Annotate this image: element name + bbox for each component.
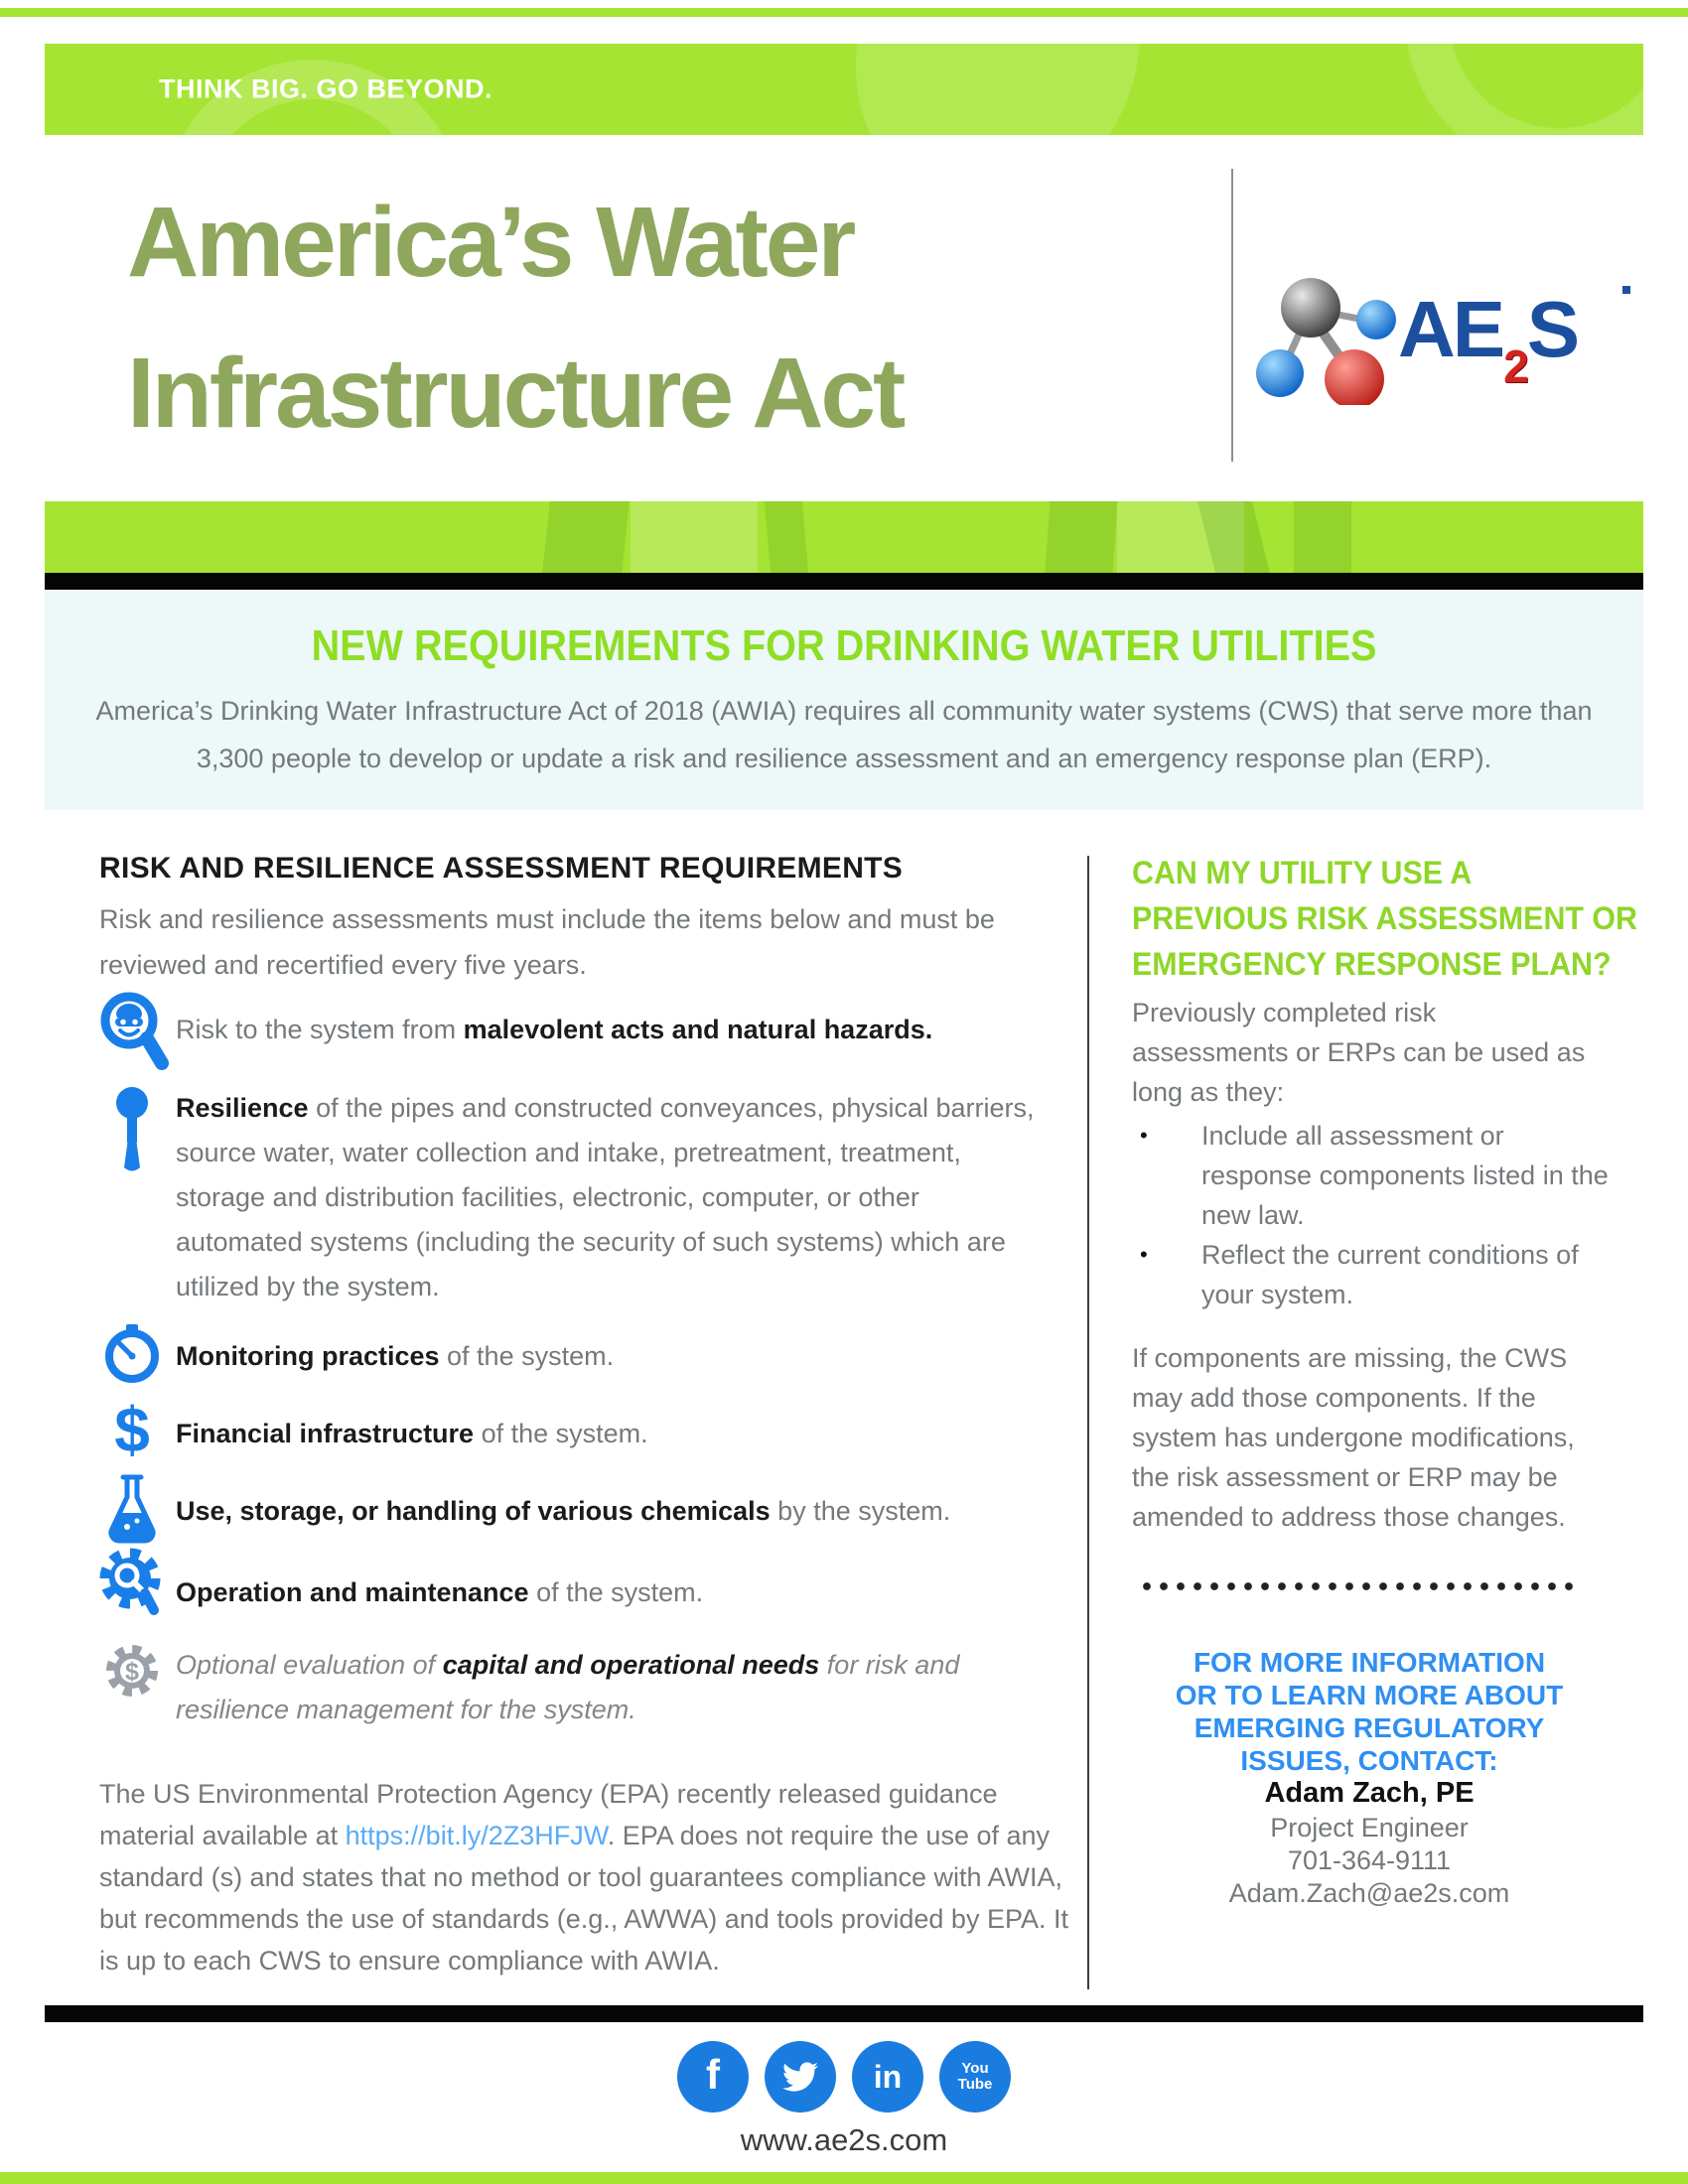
banner-decor-ring-right xyxy=(1405,44,1643,135)
spy-magnifier-icon xyxy=(96,988,172,1083)
bullet-optional-capital: $ Optional evaluation of capital and operational needs for risk and resilience management for the system. xyxy=(99,1633,1043,1732)
gear-magnifier-icon xyxy=(96,1545,172,1640)
section-intro: America’s Drinking Water Infrastructure Act of 2018 (AWIA) requires all community water systems (CWS) that serve more than 3,300 people to develop or update a risk and resilience assessment and an emergency response plan (ERP). xyxy=(95,696,1593,773)
twitter-icon[interactable] xyxy=(765,2041,836,2113)
contact-phone: 701-364-9111 xyxy=(1287,1845,1452,1875)
epa-paragraph: The US Environmental Protection Agency (EPA) recently released guidance material available at https://bit.ly/2Z3HFJW. EPA does not require the use of any standard (s) and states that no method or tool guarantees compliance with AWIA, but recommends the use of standards (e.g., AWWA) and tools provided by EPA. It is up to each CWS to ensure compliance with AWIA. xyxy=(99,1779,1068,1976)
youtube-icon[interactable]: You Tube xyxy=(939,2041,1011,2113)
right-bullet-list xyxy=(1132,1116,1609,1314)
dotted-separator xyxy=(1142,1580,1581,1592)
page-title-line1: America’s Water xyxy=(127,187,854,298)
logo-wordmark xyxy=(1398,284,1578,392)
section-heading: NEW REQUIREMENTS FOR DRINKING WATER UTILITIES xyxy=(311,621,1377,670)
column-divider xyxy=(1087,856,1089,1989)
contact-name: Adam Zach, PE xyxy=(1264,1777,1475,1809)
left-column-heading: RISK AND RESILIENCE ASSESSMENT REQUIREMENTS xyxy=(99,852,904,885)
header-banner xyxy=(45,44,1643,135)
logo-trademark-dot xyxy=(1622,286,1630,294)
right-paragraph: If components are missing, the CWS may add those components. If the system has undergone modifications, the risk assessment or ERP may be amended to address those changes. xyxy=(1132,1343,1575,1532)
linkedin-icon[interactable]: in xyxy=(852,2041,923,2113)
bullet-financial: $ Financial infrastructure of the system. xyxy=(99,1396,1043,1456)
contact-title: Project Engineer xyxy=(1270,1813,1469,1843)
banner-decor-blob xyxy=(811,44,1185,135)
logo-ae: AE xyxy=(1398,285,1503,373)
bullet-chemicals: Use, storage, or handling of various chemicals by the system. xyxy=(99,1469,1043,1534)
mid-green-band xyxy=(45,501,1643,573)
contact-heading: FOR MORE INFORMATION OR TO LEARN MORE ABOUT EMERGING REGULATORY ISSUES, CONTACT: xyxy=(1175,1647,1564,1776)
svg-text:$: $ xyxy=(125,1658,139,1686)
list-item: • Include all assessment or response components listed in the new law. xyxy=(1140,1121,1609,1230)
page-title-line2: Infrastructure Act xyxy=(127,338,904,449)
tagline: THINK BIG. GO BEYOND. xyxy=(159,73,493,104)
right-intro: Previously completed risk assessments or ERPs can be used as long as they: xyxy=(1132,998,1586,1107)
right-column-heading: CAN MY UTILITY USE A PREVIOUS RISK ASSESSMENT OR EMERGENCY RESPONSE PLAN? xyxy=(1132,855,1638,982)
contact-email: Adam.Zach@ae2s.com xyxy=(1228,1878,1510,1908)
hydrant-icon xyxy=(96,1082,172,1177)
logo-s: S xyxy=(1526,285,1578,373)
bullet-monitoring: Monitoring practices of the system. xyxy=(99,1320,1043,1379)
top-green-strip xyxy=(0,8,1688,17)
requirements-banner-panel xyxy=(45,590,1643,810)
page-title xyxy=(127,167,903,469)
website-url[interactable]: www.ae2s.com xyxy=(740,2122,948,2157)
logo-2: 2 xyxy=(1503,341,1526,392)
bullet-resilience: Resilience of the pipes and constructed conveyances, physical barriers, source water, water collection and intake, pretreatment, treatment, storage and distribution facilities, electronic, computer, or other automated systems (including the security of such systems) which are utilized by the system. xyxy=(99,1082,1043,1309)
footer-black-bar xyxy=(45,2005,1643,2022)
gear-dollar-icon xyxy=(96,1633,172,1728)
list-item: • Reflect the current conditions of your system. xyxy=(1140,1240,1579,1309)
facebook-icon[interactable]: f xyxy=(677,2041,749,2113)
epa-guidance-link[interactable]: https://bit.ly/2Z3HFJW xyxy=(345,1821,608,1850)
bullet-operation: Operation and maintenance of the system. xyxy=(99,1545,1043,1615)
svg-text:$: $ xyxy=(114,1396,150,1465)
bottom-green-strip xyxy=(0,2172,1688,2184)
molecule-icon xyxy=(1253,266,1402,405)
left-column-intro: Risk and resilience assessments must include the items below and must be reviewed and recertified every five years. xyxy=(99,904,995,980)
ae2s-logo xyxy=(1253,266,1640,405)
header-divider xyxy=(1231,169,1233,462)
social-links xyxy=(0,2041,1688,2113)
black-divider-bar xyxy=(45,573,1643,590)
bullet-risk: Risk to the system from malevolent acts and natural hazards. xyxy=(99,988,1043,1052)
